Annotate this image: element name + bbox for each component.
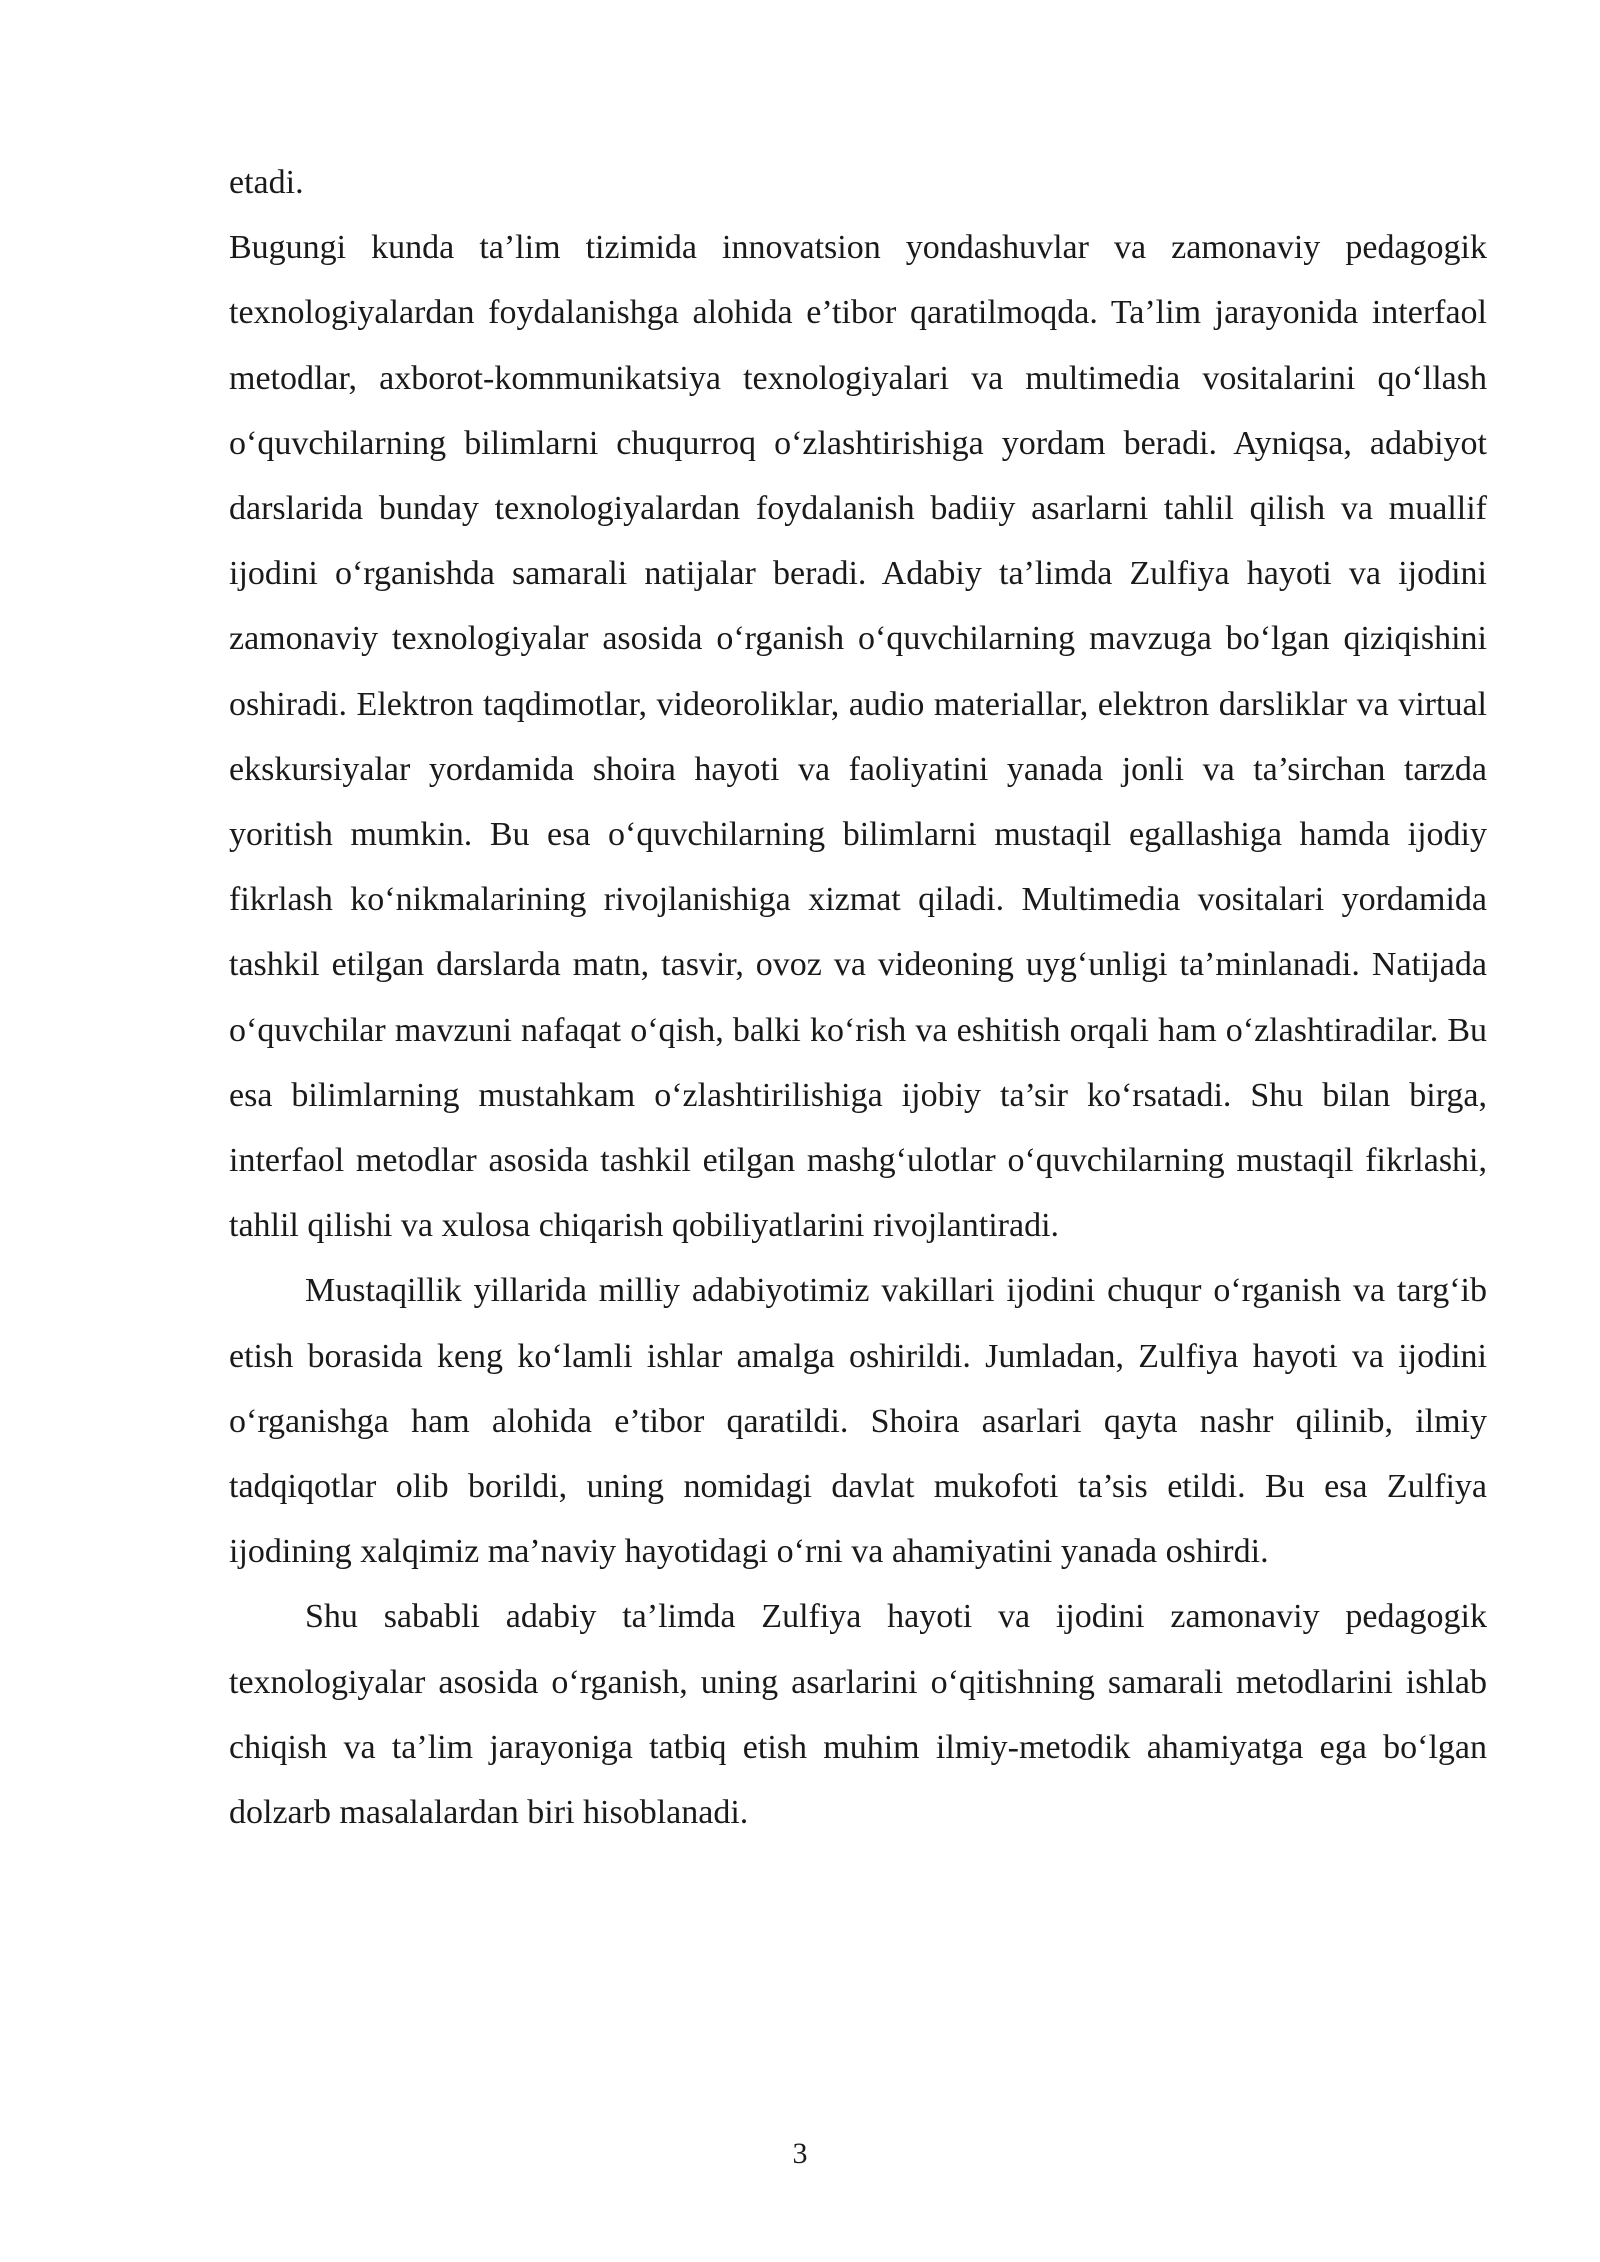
- paragraph-continuation: etadi.: [229, 164, 304, 201]
- paragraph-innovative-approaches: Bugungi kunda ta’lim tizimida innovatsion yondashuvlar va zamonaviy pedagogik texnologiyalardan foydalanishga alohida e’tibor qaratilmoqda. Ta’lim jarayonida interfaol metodlar, axborot-kommunikatsiya texnologiyalari va multimedia vositalarini qo‘llash o‘quvchilarning bilimlarni chuqurroq o‘zlashtirishiga yordam beradi. Ayniqsa, adabiyot darslarida bunday texnologiyalardan foydalanish badiiy asarlarni tahlil qilish va muallif ijodini o‘rganishda samarali natijalar beradi. Adabiy ta’limda Zulfiya hayoti va ijodini zamonaviy texnologiyalar asosida o‘rganish o‘quvchilarning mavzuga bo‘lgan qiziqishini oshiradi. Elektron taqdimotlar, videoroliklar, audio materiallar, elektron darsliklar va virtual ekskursiyalar yordamida shoira hayoti va faoliyatini yanada jonli va ta’sirchan tarzda yoritish mumkin. Bu esa o‘quvchilarning bilimlarni mustaqil egallashiga hamda ijodiy fikrlash ko‘nikmalarining rivojlanishiga xizmat qiladi. Multimedia vositalari yordamida tashkil etilgan darslarda matn, tasvir, ovoz va videoning uyg‘unligi ta’minlanadi. Natijada o‘quvchilar mavzuni nafaqat o‘qish, balki ko‘rish va eshitish orqali ham o‘zlashtiradilar. Bu esa bilimlarning mustahkam o‘zlashtirilishiga ijobiy ta’sir ko‘rsatadi. Shu bilan birga, interfaol metodlar asosida tashkil etilgan mashg‘ulotlar o‘quvchilarning mustaqil fikrlashi, tahlil qilishi va xulosa chiqarish qobiliyatlarini rivojlantiradi.: [229, 229, 1487, 1245]
- page-number: 3: [792, 2137, 808, 2170]
- document-page: [229, 150, 1487, 1845]
- paragraph-independence-years: Mustaqillik yillarida milliy adabiyotimiz vakillari ijodini chuqur o‘rganish va targ‘ib etish borasida keng ko‘lamli ishlar amalga oshirildi. Jumladan, Zulfiya hayoti va ijodini o‘rganishga ham alohida e’tibor qaratildi. Shoira asarlari qayta nashr qilinib, ilmiy tadqiqotlar olib borildi, uning nomidagi davlat mukofoti ta’sis etildi. Bu esa Zulfiya ijodining xalqimiz ma’naviy hayotidagi o‘rni va ahamiyatini yanada oshirdi.: [229, 1272, 1487, 1571]
- paragraph-conclusion: Shu sababli adabiy ta’limda Zulfiya hayoti va ijodini zamonaviy pedagogik texnologiyalar asosida o‘rganish, uning asarlarini o‘qitishning samarali metodlarini ishlab chiqish va ta’lim jarayoniga tatbiq etish muhim ilmiy-metodik ahamiyatga ega bo‘lgan dolzarb masalalardan biri hisoblanadi.: [229, 1598, 1487, 1832]
